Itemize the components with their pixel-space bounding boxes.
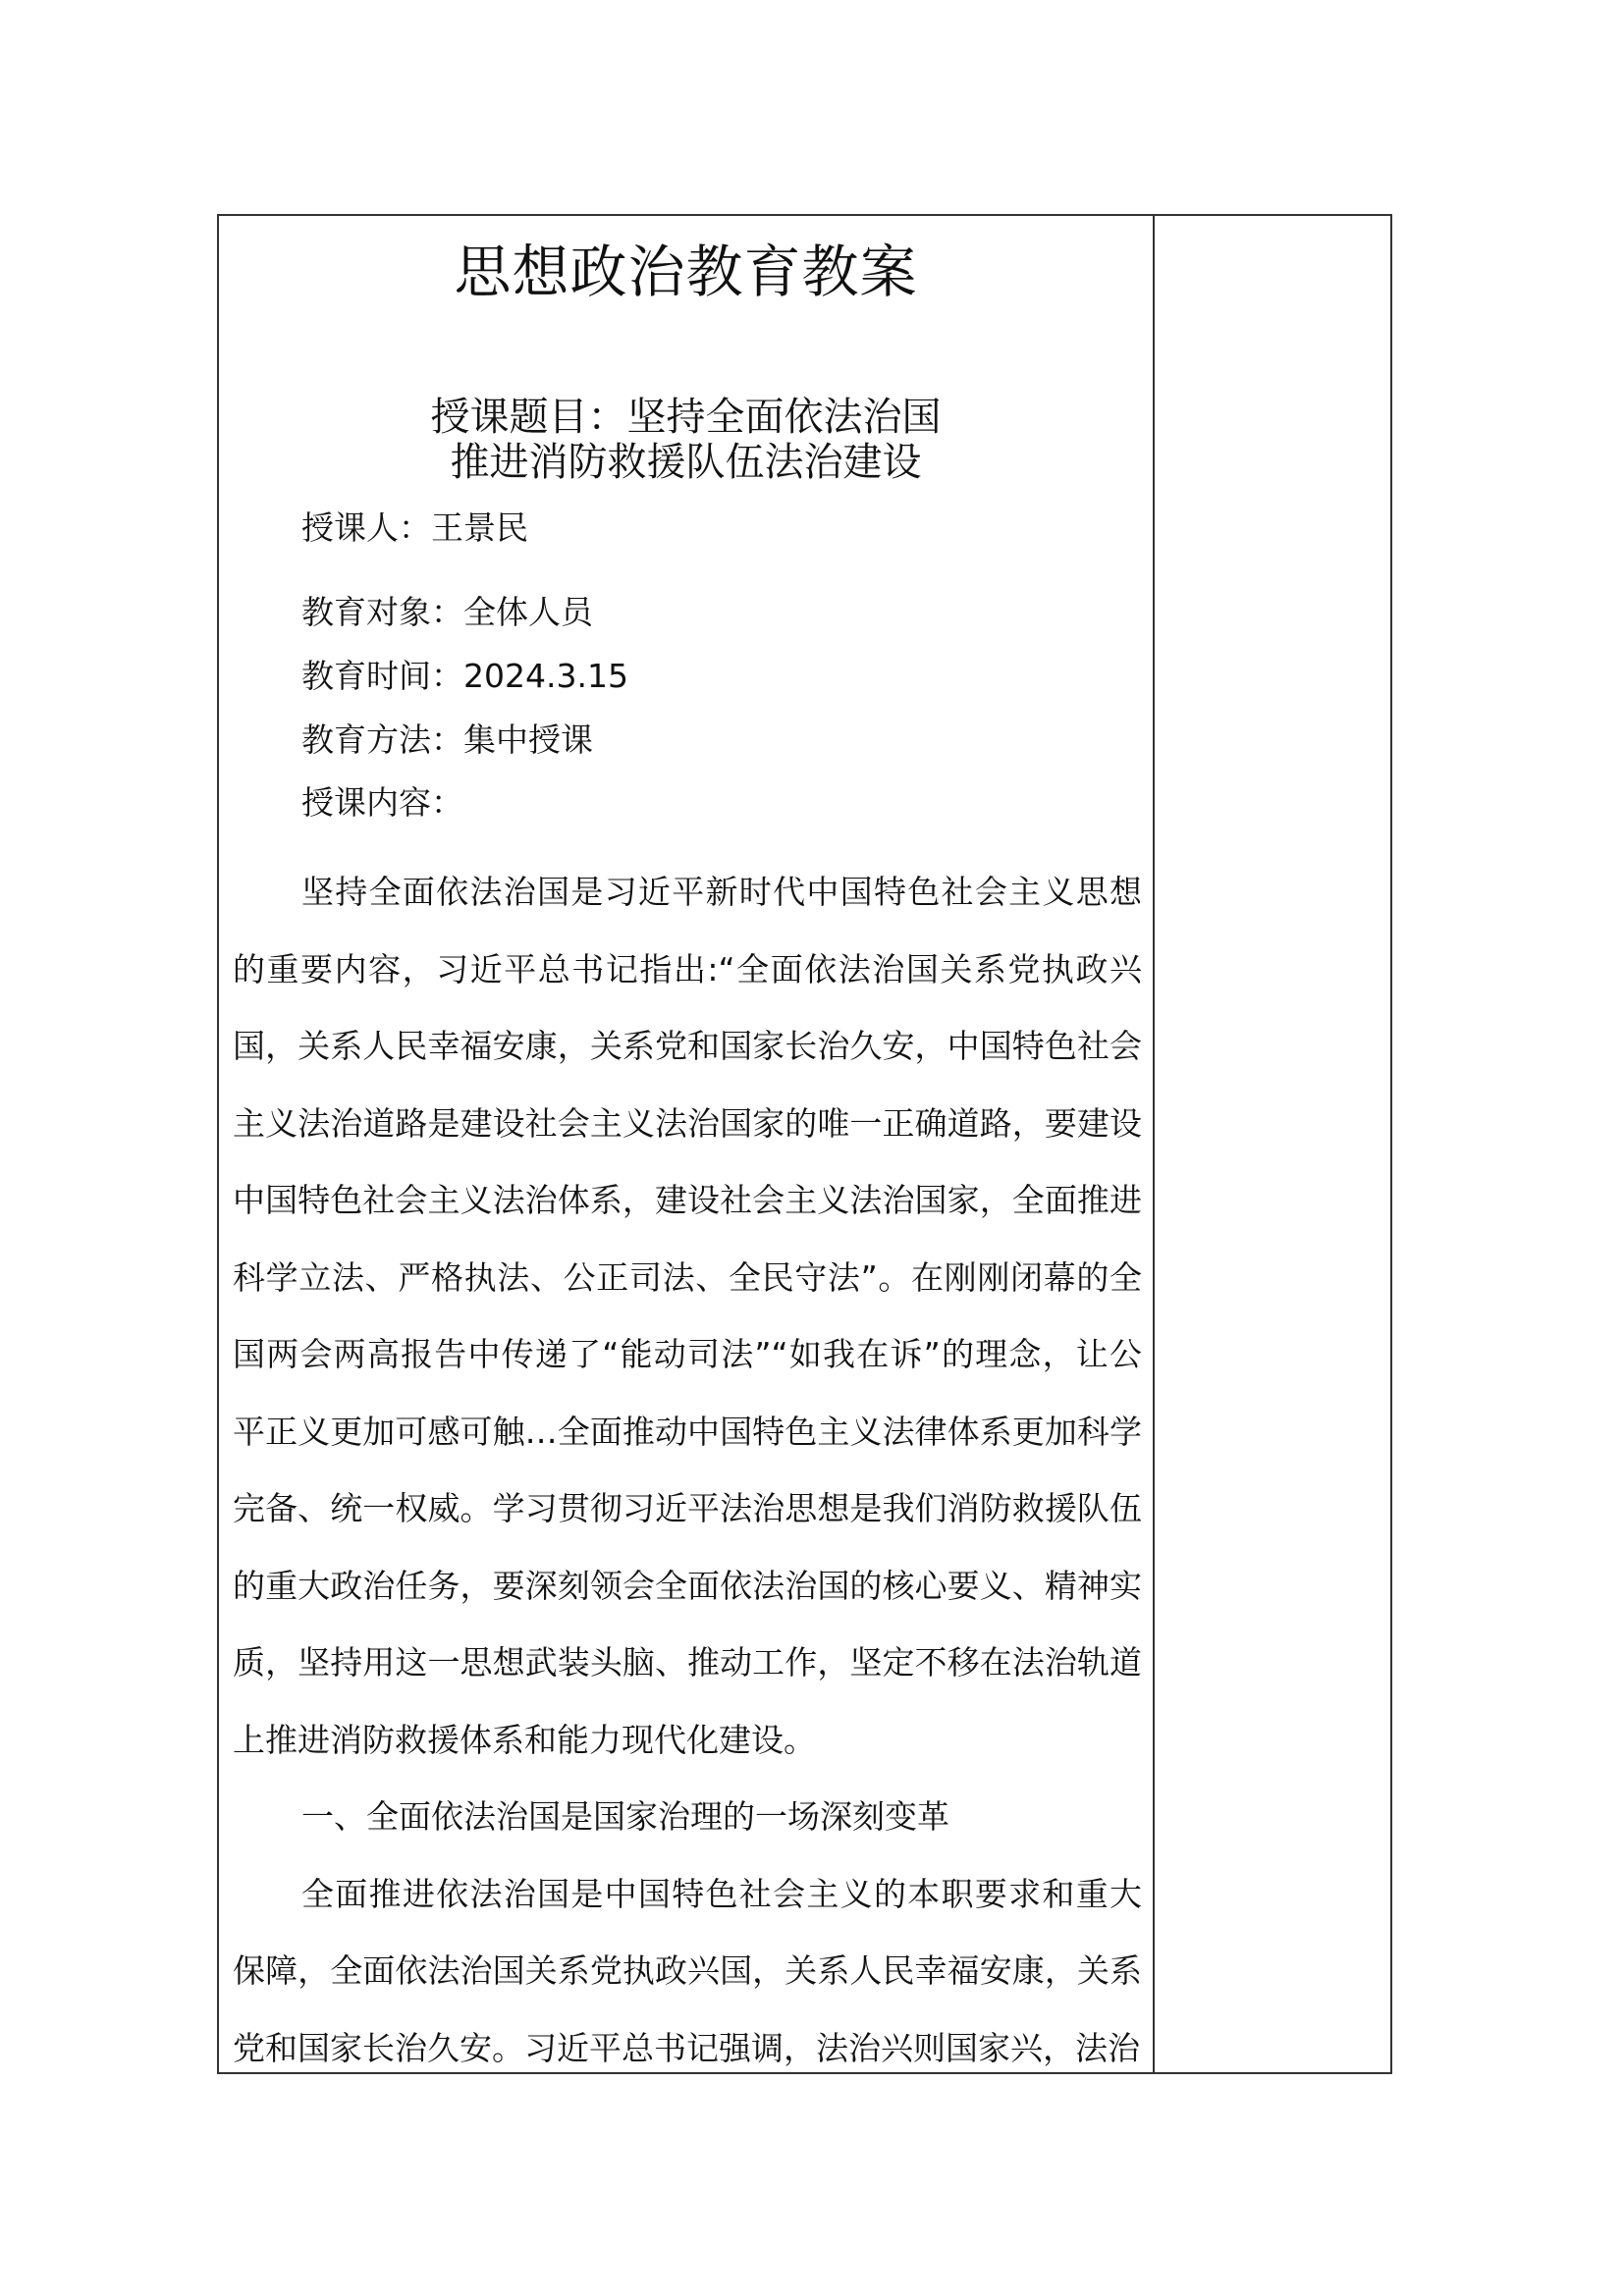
- main-content-cell: [219, 216, 1153, 2072]
- subject-line-1: 授课题目：坚持全面依法治国: [430, 395, 942, 440]
- method-field: 教育方法：集中授课: [301, 721, 593, 759]
- audience-field: 教育对象：全体人员: [301, 593, 593, 631]
- paragraph-intro: 坚持全面依法治国是习近平新时代中国特色社会主义思想的重要内容，习近平总书记指出:“全面依法治国关系党执政兴国，关系人民幸福安康，关系党和国家长治久安，中国特色社会主义法治道路是建设社会主义法治国家的唯一正确道路，要建设中国特色社会主义法治体系，建设社会主义法治国家，全面推进科学立法、严格执法、公正司法、全民守法”。在刚刚闭幕的全国两会两高报告中传递了“能动司法”“如我在诉”的理念，让公平正义更加可感可触…全面推动中国特色主义法律体系更加科学完备、统一权威。学习贯彻习近平法治思想是我们消防救援队伍的重大政治任务，要深刻领会全面依法治国的核心要义、精神实质，坚持用这一思想武装头脑、推动工作，坚定不移在法治轨道上推进消防救援体系和能力现代化建设。: [233, 873, 1142, 1759]
- time-field: 教育时间：2024.3.15: [301, 657, 628, 695]
- lesson-body: [233, 854, 1142, 2072]
- lecturer-field: 授课人：王景民: [301, 508, 528, 547]
- side-notes-cell: [1155, 216, 1390, 2072]
- lesson-subject: [219, 395, 1153, 485]
- lesson-plan-table: [217, 214, 1392, 2074]
- paragraph-section-1: 全面推进依法治国是中国特色社会主义的本职要求和重大保障，全面依法治国关系党执政兴国，关系人民幸福安康，关系党和国家长治久安。习近平总书记强调，法治兴则国家兴，法治: [233, 1874, 1142, 2067]
- section-heading-1: 一、全面依法治国是国家治理的一场深刻变革: [301, 1797, 949, 1836]
- document-title: 思想政治教育教案: [454, 239, 918, 305]
- content-label: 授课内容：: [301, 783, 463, 822]
- subject-line-2: 推进消防救援队伍法治建设: [450, 440, 922, 485]
